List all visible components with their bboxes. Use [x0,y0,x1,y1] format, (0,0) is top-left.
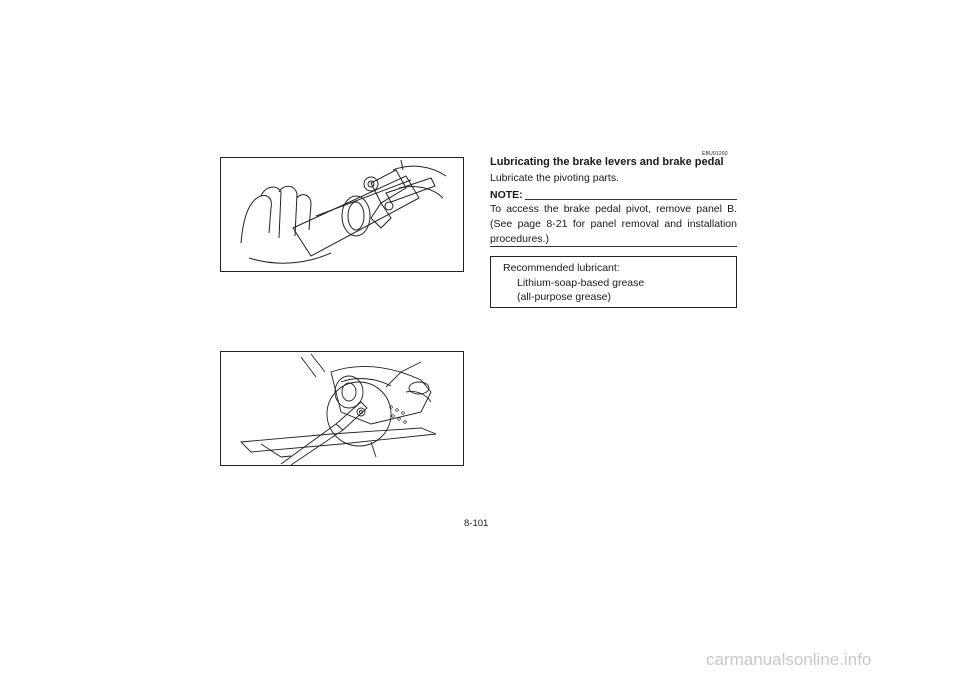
brake-pedal-illustration [220,351,464,466]
note-label: NOTE: [490,189,523,201]
page-number: 8-101 [464,518,489,529]
brake-lever-illustration [220,157,464,272]
lubricant-value-line2: (all-purpose grease) [517,291,611,303]
note-text: To access the brake pedal pivot, remove panel B. (See page 8-21 for panel removal and installation procedures.) [490,203,737,245]
note-rule [525,199,737,200]
footer-watermark: carmanualsonline.info [706,650,872,669]
note-end-rule [490,246,737,247]
intro-text: Lubricate the pivoting parts. [490,172,619,184]
lubricant-box [490,256,737,308]
lubricant-value-line1: Lithium-soap-based grease [517,277,645,289]
section-heading: Lubricating the brake levers and brake pedal [490,156,724,168]
section-code: EBU01260 [702,151,728,157]
lubricant-label: Recommended lubricant: [503,262,620,274]
